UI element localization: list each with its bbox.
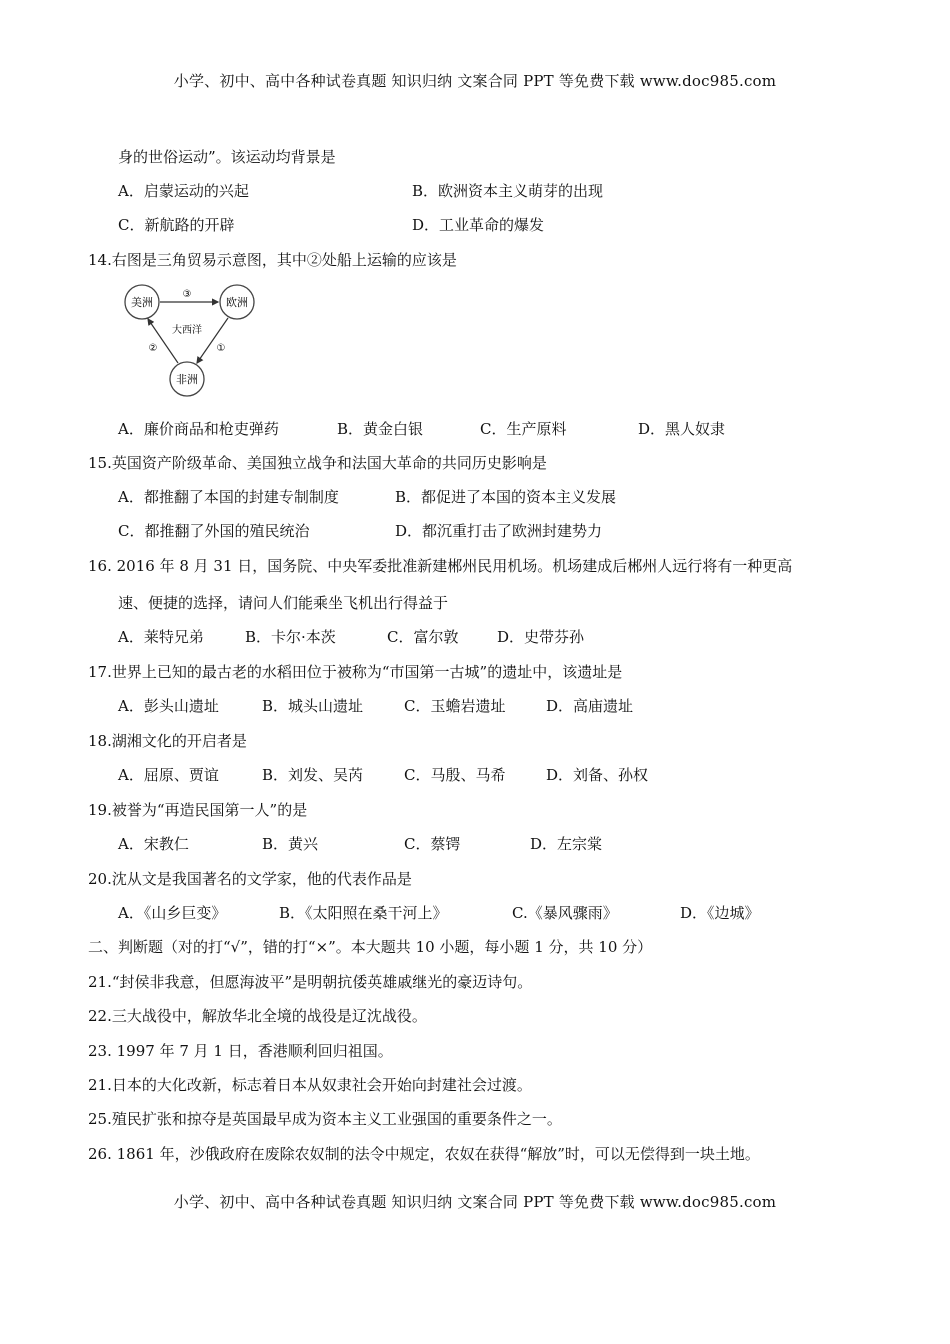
q17-option-a: A．彭头山遗址 bbox=[118, 697, 219, 715]
q15-option-a: A．都推翻了本国的封建专制制度 bbox=[118, 488, 339, 506]
q14-option-d: D．黑人奴隶 bbox=[638, 420, 726, 438]
q18-option-b: B．刘发、吴芮 bbox=[262, 766, 364, 784]
judge-item-22: 22.三大战役中，解放华北全境的战役是辽沈战役。 bbox=[88, 1007, 427, 1025]
q16-stem-line1: 16. 2016 年 8 月 31 日，国务院、中央军委批准新建郴州民用机场。机场建成后郴州人远行将有一种更高 bbox=[88, 557, 793, 575]
q18-option-c: C．马殷、马希 bbox=[404, 766, 506, 784]
q20-option-a: A．《山乡巨变》 bbox=[118, 904, 227, 922]
q14-option-a: A．廉价商品和枪吏弹药 bbox=[118, 420, 279, 438]
q14-option-b: B．黄金白银 bbox=[337, 420, 424, 438]
judge-item-26: 26. 1861 年，沙俄政府在废除农奴制的法令中规定，农奴在获得“解放”时，可以无偿得到一块土地。 bbox=[88, 1145, 760, 1163]
judge-item-21: 21.“封侯非我意，但愿海波平”是明朝抗倭英雄戚继光的豪迈诗句。 bbox=[88, 973, 533, 991]
q19-option-c: C．蔡锷 bbox=[404, 835, 461, 853]
q15-option-d: D．都沉重打击了欧洲封建势力 bbox=[395, 522, 603, 540]
q19-option-b: B．黄兴 bbox=[262, 835, 319, 853]
q19-stem: 19.被誉为“再造民国第一人”的是 bbox=[88, 801, 308, 819]
q16-option-a: A．莱特兄弟 bbox=[118, 628, 204, 646]
triangle-trade-diagram bbox=[115, 283, 265, 398]
q17-option-b: B．城头山遗址 bbox=[262, 697, 364, 715]
section-2-title: 二、判断题（对的打“√”，错的打“×”。本大题共 10 小题，每小题 1 分，共 10 分） bbox=[88, 938, 653, 956]
page-footer: 小学、初中、高中各种试卷真题 知识归纳 文案合同 PPT 等免费下载 www.doc985.com bbox=[173, 1193, 777, 1211]
q20-option-c: C.《暴风骤雨》 bbox=[512, 904, 618, 922]
africa-label: 非洲 bbox=[176, 373, 198, 386]
ocean-label: 大西洋 bbox=[172, 325, 202, 336]
q13-option-d: D．工业革命的爆发 bbox=[412, 216, 545, 234]
q14-option-c: C．生产原料 bbox=[480, 420, 567, 438]
judge-item-25: 25.殖民扩张和掠夺是英国最早成为资本主义工业强国的重要条件之一。 bbox=[88, 1110, 562, 1128]
q16-option-c: C．富尔敦 bbox=[387, 628, 459, 646]
q19-option-a: A．宋教仁 bbox=[118, 835, 189, 853]
page-header: 小学、初中、高中各种试卷真题 知识归纳 文案合同 PPT 等免费下载 www.doc985.com bbox=[173, 72, 777, 90]
q17-stem: 17.世界上已知的最古老的水稻田位于被称为“巿国第一古城”的遗址中，该遗址是 bbox=[88, 663, 623, 681]
route-3-label: ③ bbox=[182, 289, 192, 300]
q17-option-c: C．玉蟾岩遗址 bbox=[404, 697, 506, 715]
q19-option-d: D．左宗棠 bbox=[530, 835, 603, 853]
q13-stem-continuation: 身的世俗运动”。该运动均背景是 bbox=[118, 148, 336, 166]
q15-stem: 15.英国资产阶级革命、美国独立战争和法国大革命的共同历史影响是 bbox=[88, 454, 547, 472]
q13-option-b: B．欧洲资本主义萌芽的出现 bbox=[412, 182, 604, 200]
q20-option-b: B．《太阳照在桑干河上》 bbox=[279, 904, 448, 922]
q13-option-c: C．新航路的开辟 bbox=[118, 216, 235, 234]
q15-option-c: C．都推翻了外国的殖民统治 bbox=[118, 522, 310, 540]
europe-label: 欧洲 bbox=[226, 296, 248, 309]
judge-item-24: 21.日本的大化改新，标志着日本从奴隶社会开始向封建社会过渡。 bbox=[88, 1076, 532, 1094]
judge-item-23: 23. 1997 年 7 月 1 日，香港顺利回归祖国。 bbox=[88, 1042, 393, 1060]
route-1-label: ① bbox=[216, 343, 226, 354]
q18-stem: 18.湖湘文化的开启者是 bbox=[88, 732, 247, 750]
q16-option-d: D．史带芬孙 bbox=[497, 628, 585, 646]
q13-option-a: A．启蒙运动的兴起 bbox=[118, 182, 249, 200]
q15-option-b: B．都促进了本国的资本主义发展 bbox=[395, 488, 617, 506]
q16-option-b: B．卡尔·本茨 bbox=[245, 628, 336, 646]
route-2-label: ② bbox=[148, 343, 158, 354]
q18-option-d: D．刘备、孙权 bbox=[546, 766, 649, 784]
q20-stem: 20.沈从文是我国著名的文学家，他的代表作品是 bbox=[88, 870, 412, 888]
q16-stem-line2: 速、便捷的选择，请问人们能乘坐飞机出行得益于 bbox=[118, 594, 449, 612]
america-label: 美洲 bbox=[131, 296, 153, 309]
q17-option-d: D．高庙遗址 bbox=[546, 697, 634, 715]
q18-option-a: A．屈原、贾谊 bbox=[118, 766, 219, 784]
q20-option-d: D．《边城》 bbox=[680, 904, 760, 922]
q14-stem: 14.右图是三角贸易示意图，其中②处船上运输的应该是 bbox=[88, 251, 457, 269]
